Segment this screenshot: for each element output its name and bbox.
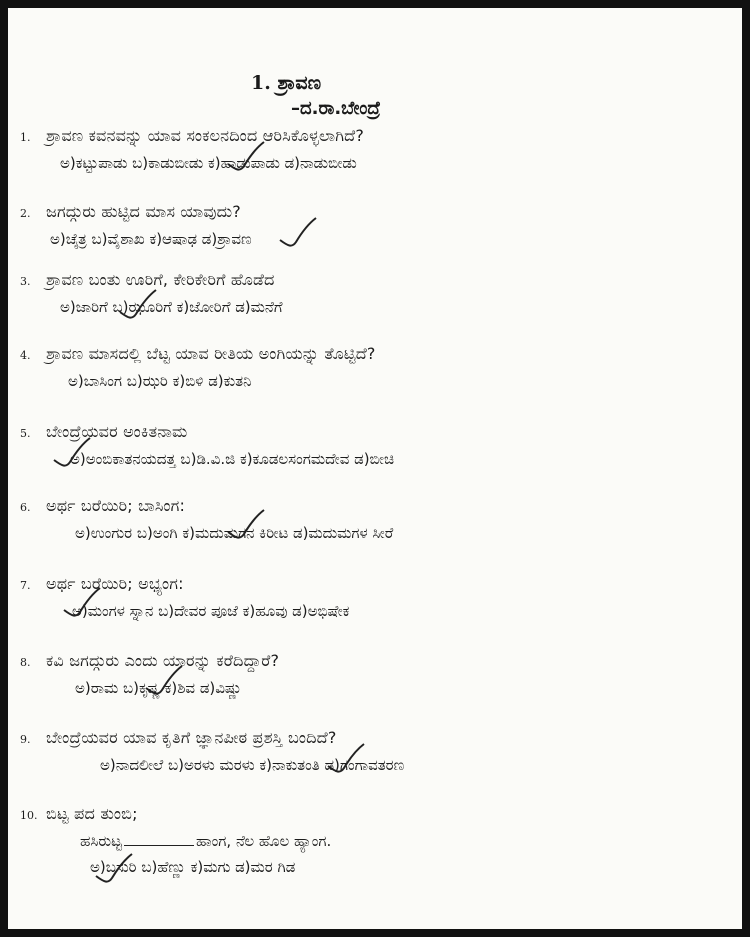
question-9 xyxy=(20,728,735,774)
answer-options: ಅ)ಉಂಗುರ ಬ)ಅಂಗಿ ಕ)ಮದುಮಗನ ಕಿರೀಟ ಡ)ಮದುಮಗಳ ಸೀರೆ xyxy=(75,524,394,542)
question-text: ಅರ್ಥ ಬರೆಯಿರಿ; ಅಭ್ಯಂಗ: xyxy=(46,574,184,593)
sentence-start: ಹಸಿರುಟ್ಟ xyxy=(80,832,122,850)
question-1 xyxy=(20,126,735,172)
question-text: ಶ್ರಾವಣ ಮಾಸದಲ್ಲಿ ಬೆಟ್ಟ ಯಾವ ರೀತಿಯ ಅಂಗಿಯನ್ನು ತೊಟ್ಟಿದೆ? xyxy=(46,344,376,363)
question-number: 3. xyxy=(20,275,31,288)
question-text: ಶ್ರಾವಣ ಬಂತು ಊರಿಗೆ, ಕೇರಿಕೇರಿಗೆ ಹೊಡೆದ xyxy=(46,270,275,289)
question-number: 1. xyxy=(20,131,31,144)
answer-options: ಅ)ಜಾರಿಗೆ ಬ)ಝೂರಿಗೆ ಕ)ಜೋರಿಗೆ ಡ)ಮನೆಗೆ xyxy=(60,298,283,316)
question-number: 6. xyxy=(20,501,31,514)
question-text: ಕವಿ ಜಗದ್ಗುರು ಎಂದು ಯಾರನ್ನು ಕರೆದಿದ್ದಾರೆ? xyxy=(46,651,280,670)
answer-options: ಅ)ಬಾಸಿಂಗ ಬ)ಝರಿ ಕ)ಬಿಳಿ ಡ)ಕುತನಿ xyxy=(68,372,252,390)
question-number: 2. xyxy=(20,207,31,220)
answer-blank xyxy=(124,833,194,846)
question-number: 4. xyxy=(20,349,31,362)
question-text: ಶ್ರಾವಣ ಕವನವನ್ನು ಯಾವ ಸಂಕಲನದಿಂದ ಆರಿಸಿಕೊಳ್ಳಲಾಗಿದೆ? xyxy=(46,126,365,145)
question-text: ಬೇಂದ್ರೆಯವರ ಯಾವ ಕೃತಿಗೆ ಜ್ಞಾನಪೀಠ ಪ್ರಶಸ್ತಿ ಬಂದಿದೆ? xyxy=(46,728,337,747)
page-title: 1. ಶ್ರಾವಣ xyxy=(251,72,322,94)
question-number: 10. xyxy=(20,809,38,822)
question-text: ಜಗದ್ಗುರು ಹುಟ್ಟಿದ ಮಾಸ ಯಾವುದು? xyxy=(46,202,241,221)
question-8 xyxy=(20,651,735,697)
question-number: 5. xyxy=(20,427,31,440)
question-3 xyxy=(20,270,735,316)
author-line: –ದ.ರಾ.ಬೇಂದ್ರೆ xyxy=(291,98,381,119)
question-7 xyxy=(20,574,735,620)
answer-options: ಅ)ಮಂಗಳ ಸ್ನಾನ ಬ)ದೇವರ ಪೂಜೆ ಕ)ಹೂವು ಡ)ಅಭಿಷೇಕ xyxy=(72,602,350,620)
answer-options: ಅ)ಅಂಬಿಕಾತನಯದತ್ತ ಬ)ಡಿ.ವಿ.ಜಿ ಕ)ಕೂಡಲಸಂಗಮದೇವ ಡ)ಬೀಚಿ xyxy=(70,450,395,468)
question-text: ಬಿಟ್ಟ ಪದ ತುಂಬಿ; xyxy=(46,804,138,823)
answer-options: ಅ)ಬಸುರಿ ಬ)ಹೆಣ್ಣು ಕ)ಮಗು ಡ)ಮರ ಗಿಡ xyxy=(90,858,296,876)
question-5 xyxy=(20,422,735,468)
fill-in-sentence xyxy=(80,832,735,850)
worksheet-page xyxy=(8,8,742,929)
question-4 xyxy=(20,344,735,390)
question-number: 7. xyxy=(20,579,31,592)
answer-options: ಅ)ಚೈತ್ರ ಬ)ವೈಶಾಖ ಕ)ಆಷಾಢ ಡ)ಶ್ರಾವಣ xyxy=(50,230,252,248)
question-text: ಅರ್ಥ ಬರೆಯಿರಿ; ಬಾಸಿಂಗ: xyxy=(46,496,186,515)
question-2 xyxy=(20,202,735,248)
sentence-end: ಹಾಂಗ, ನೆಲ ಹೊಲ ಹ್ಯಾಂಗ. xyxy=(195,832,332,850)
answer-options: ಅ)ಕಟ್ಟುಪಾಡು ಬ)ಕಾಡುಬೀಡು ಕ)ಹಾಡುಪಾಡು ಡ)ನಾಡುಬೀಡು xyxy=(60,154,357,172)
question-text: ಬೇಂದ್ರೆಯವರ ಅಂಕಿತನಾಮ xyxy=(46,422,188,441)
question-10 xyxy=(20,804,735,876)
answer-options: ಅ)ನಾದಲೀಲೆ ಬ)ಅರಳು ಮರಳು ಕ)ನಾಕುತಂತಿ ಡ)ಗಂಗಾವತರಣ xyxy=(100,756,405,774)
question-6 xyxy=(20,496,735,542)
question-number: 9. xyxy=(20,733,31,746)
answer-options: ಅ)ರಾಮ ಬ)ಕೃಷ್ಣ ಕ)ಶಿವ ಡ)ವಿಷ್ಣು xyxy=(75,679,242,697)
question-number: 8. xyxy=(20,656,31,669)
